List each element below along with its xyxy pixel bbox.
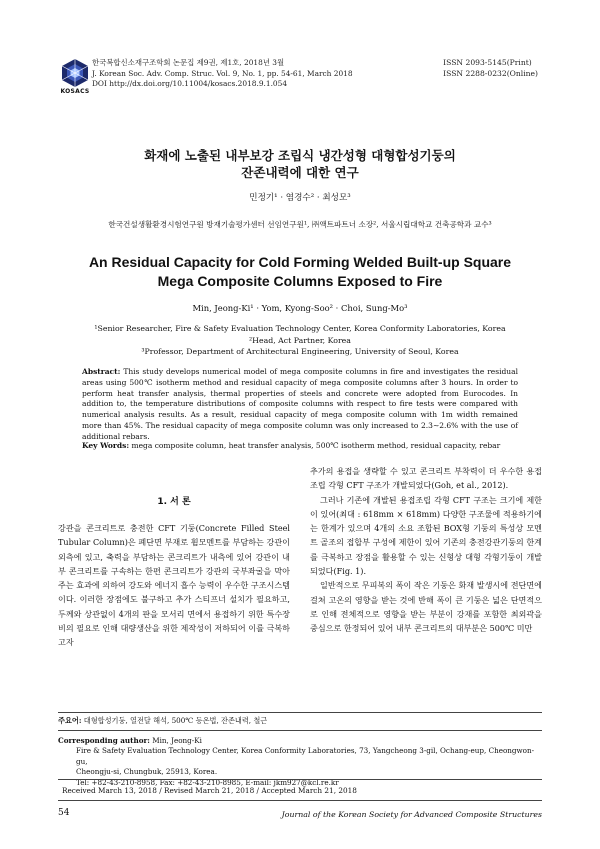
body-paragraph: 일반적으로 무피복의 폭이 작은 기둥은 화재 발생시에 전단면에 걸쳐 고온의 영향을 받는 것에 반해 폭이 큰 기둥은 넓은 단면적으로 인해 전체적으로 영향을 받는 부분이 강재를 포함한 최외곽을 중심으로 한정되어 있어 내부 콘크리트의 대부분은 500℃ 미만	[310, 580, 542, 634]
logo-text: KOSACS	[60, 88, 90, 95]
journal-line-korean: 한국복합신소재구조학회 논문집 제9권, 제1호, 2018년 3월	[92, 58, 285, 67]
body-paragraph: 그러나 기존에 개발된 용접조립 각형 CFT 구조는 크기에 제한이 있어(최대 : 618mm × 618mm) 다양한 구조물에 적용하기에는 한계가 있으며 4개의 소요 조합된 BOX형 기둥의 특성상 모멘트 골조의 접합부 구성에 제한이 있어 기존의 충전강관기둥의 한계를 극복하고 장점을 활용할 수 있는 신형상 대형 각형기둥이 개발되었다(Fig. 1).	[310, 494, 542, 577]
issn-print: ISSN 2093-5145(Print)	[443, 58, 532, 67]
footer-divider	[58, 800, 542, 801]
abstract-text: This study develops numerical model of mega composite columns in fire and investigates the residual areas using 500℃ isotherm method and residual capacity of mega composite columns after 3 hours. In order to perform heat transfer analysis, thermal properties of steels and concrete were adopted from Eurocodes. In addition to, the temperature distributions of composite columns with respect to fire tests were compared with numerical analysis results. As a result, residual capacity of mega composite column with 1m width remained more than 45%. The residual capacity of mega composite column was only increased to 2.3∼2.6% with the use of additional rebars.	[82, 367, 518, 441]
body-paragraph: 추가의 용접을 생략할 수 있고 콘크리트 부착력이 더 우수한 용접조립 각형 CFT 구조가 개발되었다(Goh, et al., 2012).	[310, 466, 542, 491]
doi-line[interactable]: DOI http://dx.doi.org/10.11004/kosacs.2018.9.1.054	[92, 79, 288, 89]
affiliation-line: ¹Senior Researcher, Fire & Safety Evaluation Technology Center, Korea Conformity Laboratories, Korea	[94, 324, 506, 333]
corresponding-contact: Tel: +82-43-210-8958, Fax: +82-43-210-8985, E-mail: jkm927@kcl.re.kr	[76, 777, 339, 787]
korean-title-line: 화재에 노출된 내부보강 조립식 냉간성형 대형합성기둥의	[144, 148, 456, 163]
korean-title	[60, 147, 540, 181]
abstract	[82, 367, 518, 443]
kosacs-logo-icon	[60, 58, 90, 88]
english-title-line: An Residual Capacity for Cold Forming Welded Built-up Square	[88, 254, 512, 270]
section-heading: 1. 서 론	[157, 497, 191, 507]
affiliation-line: ²Head, Act Partner, Korea	[249, 335, 351, 345]
korean-keywords-text: 대형합성기둥, 열전달 해석, 500℃ 등온법, 잔존내력, 철근	[83, 716, 268, 725]
english-title	[60, 253, 540, 291]
journal-logo	[60, 58, 90, 98]
keywords	[82, 441, 518, 452]
keywords-label: Key Words:	[82, 441, 130, 450]
corresponding-label: Corresponding author:	[58, 736, 150, 745]
footnote-divider	[58, 779, 542, 780]
issn-info	[443, 58, 538, 79]
footnote-divider	[58, 712, 542, 713]
journal-line-english: J. Korean Soc. Adv. Comp. Struc. Vol. 9, No. 1, pp. 54-61, March 2018	[92, 68, 353, 78]
abstract-label: Abstract:	[82, 367, 121, 376]
body-paragraph: 강관을 콘크리트로 충전한 CFT 기둥(Concrete Filled Steel Tubular Column)은 폐단면 부재로 휨모멘트를 부담하는 강관이 외측에 있고, 축력을 부담하는 콘크리트가 내측에 있어 강관이 내부 콘크리트를 구속하는 한편 콘크리트가 강관의 국부좌굴을 막아주는 효과에 의하여 강도와 에너지 흡수 능력이 우수한 구조시스템이다. 이러한 장점에도 불구하고 추가 스티프너 설치가 필요하고, 두께와 상관없이 4개의 판을 모서리 면에서 용접하기 위한 특수장비의 필요로 인해 대량생산을 위한 제작성이 저하되어 이를 극복하고자	[58, 523, 290, 648]
page-number: 54	[58, 808, 70, 818]
korean-keywords	[58, 716, 542, 726]
journal-footer: Journal of the Korean Society for Advanced Composite Structures	[281, 810, 542, 819]
keywords-text: mega composite column, heat transfer analysis, 500℃ isotherm method, residual capacity, rebar	[131, 441, 501, 450]
corresponding-name: Min, Jeong-Ki	[152, 736, 202, 745]
corresponding-author	[58, 736, 542, 788]
right-column	[310, 464, 542, 636]
english-title-line: Mega Composite Columns Exposed to Fire	[157, 273, 443, 289]
english-authors: Min, Jeong-Ki¹ · Yom, Kyong-Soo² · Choi, Sung-Mo³	[192, 303, 408, 313]
korean-keywords-label: 주요어:	[58, 716, 82, 725]
corresponding-address: Cheongju-si, Chungbuk, 25913, Korea.	[76, 767, 218, 777]
footnote-divider	[58, 730, 542, 731]
left-column	[58, 494, 290, 650]
korean-affiliations: 한국건설생활환경시험연구원 방재기술평가센터 선임연구원¹, ㈜액트파트너 소장², 서울시립대학교 건축공학과 교수³	[108, 220, 492, 229]
corresponding-address: Fire & Safety Evaluation Technology Center, Korea Conformity Laboratories, 73, Yangcheong 3-gil, Ochang-eup, Cheongwon-gu,	[76, 746, 535, 766]
english-affiliations	[60, 323, 540, 358]
affiliation-line: ³Professor, Department of Architectural Engineering, University of Seoul, Korea	[141, 347, 459, 356]
issn-online: ISSN 2288-0232(Online)	[443, 68, 538, 78]
journal-info	[92, 58, 353, 90]
received-dates: Received March 13, 2018 / Revised March 21, 2018 / Accepted March 21, 2018	[62, 786, 357, 795]
korean-authors: 민정기¹ · 염경수² · 최성모³	[249, 193, 351, 203]
korean-title-line: 잔존내력에 대한 연구	[241, 165, 359, 180]
